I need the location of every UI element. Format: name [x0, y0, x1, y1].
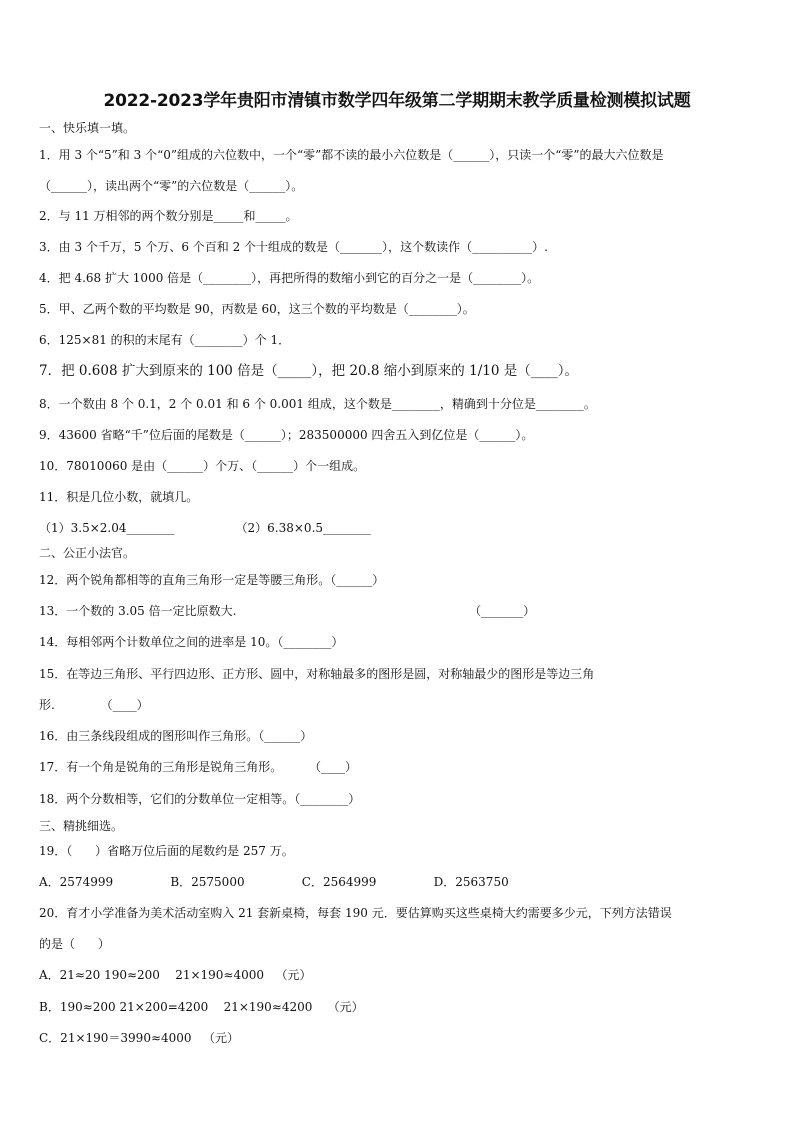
question-15: 15．在等边三角形、平行四边形、正方形、圆中，对称轴最多的图形是圆，对称轴最少的图形是等边三角 [39, 667, 595, 681]
section-heading-2: 二、公正小法官。 [39, 546, 136, 560]
question-18: 18．两个分数相等，它们的分数单位一定相等。（________） [39, 792, 361, 806]
question-15-cont: 形. （____） [39, 698, 149, 712]
question-20-option-b: B．190≈200 21×200=4200 21×190≈4200 （元） [39, 1000, 364, 1014]
question-16: 16．由三条线段组成的图形叫作三角形。（______） [39, 729, 313, 743]
question-13: 13．一个数的 3.05 倍一定比原数大. （_______） [39, 604, 536, 618]
question-9: 9．43600 省略“千”位后面的尾数是（______）；283500000 四舍五入到亿位是（______）。 [39, 428, 534, 442]
question-19: 19．（ ）省略万位后面的尾数约是 257 万。 [39, 844, 294, 858]
question-12: 12．两个锐角都相等的直角三角形一定是等腰三角形。（______） [39, 573, 385, 587]
question-1-cont: （______），读出两个“零”的六位数是（______）。 [39, 179, 304, 193]
question-20-cont: 的是（ ） [39, 937, 110, 951]
question-11-parts: （1）3.5×2.04________ （2）6.38×0.5________ [39, 521, 372, 535]
question-7: 7．把 0.608 扩大到原来的 100 倍是（_____），把 20.8 缩小到原来的 1/10 是（____）。 [39, 363, 578, 379]
question-5: 5．甲、乙两个数的平均数是 90，丙数是 60，这三个数的平均数是（________）。 [39, 302, 475, 316]
question-8: 8．一个数由 8 个 0.1，2 个 0.01 和 6 个 0.001 组成，这个数是________，精确到十分位是________。 [39, 397, 596, 411]
page-title: 2022-2023学年贵阳市清镇市数学四年级第二学期期末教学质量检测模拟试题 [103, 91, 691, 111]
section-heading-3: 三、精挑细选。 [39, 819, 124, 833]
question-4: 4．把 4.68 扩大 1000 倍是（________），再把所得的数缩小到它的百分之一是（________）。 [39, 271, 540, 285]
question-10: 10．78010060 是由（______）个万、（______）个一组成。 [39, 459, 366, 473]
question-14: 14．每相邻两个计数单位之间的进率是 10。（________） [39, 635, 344, 649]
question-20-option-a: A．21≈20 190≈200 21×190≈4000 （元） [39, 968, 312, 982]
question-11: 11．积是几位小数，就填几。 [39, 490, 199, 504]
question-19-options: A．2574999 B．2575000 C．2564999 D．2563750 [39, 875, 509, 889]
question-20-option-c: C．21×190＝3990≈4000 （元） [39, 1031, 239, 1045]
question-3: 3．由 3 个千万，5 个万、6 个百和 2 个十组成的数是（_______），这个数读作（__________）. [39, 240, 548, 254]
question-20: 20．育才小学准备为美术活动室购入 21 套新桌椅，每套 190 元．要估算购买这些桌椅大约需要多少元，下列方法错误 [39, 906, 672, 920]
section-heading-1: 一、快乐填一填。 [39, 121, 136, 135]
question-17: 17．有一个角是锐角的三角形是锐角三角形。 （____） [39, 760, 357, 774]
question-6: 6．125×81 的积的末尾有（________）个 1． [39, 333, 291, 347]
question-2: 2．与 11 万相邻的两个数分别是_____和_____。 [39, 209, 298, 223]
question-1: 1．用 3 个“5”和 3 个“0”组成的六位数中，一个“零”都不读的最小六位数是（______），只读一个“零”的最大六位数是 [39, 148, 664, 162]
